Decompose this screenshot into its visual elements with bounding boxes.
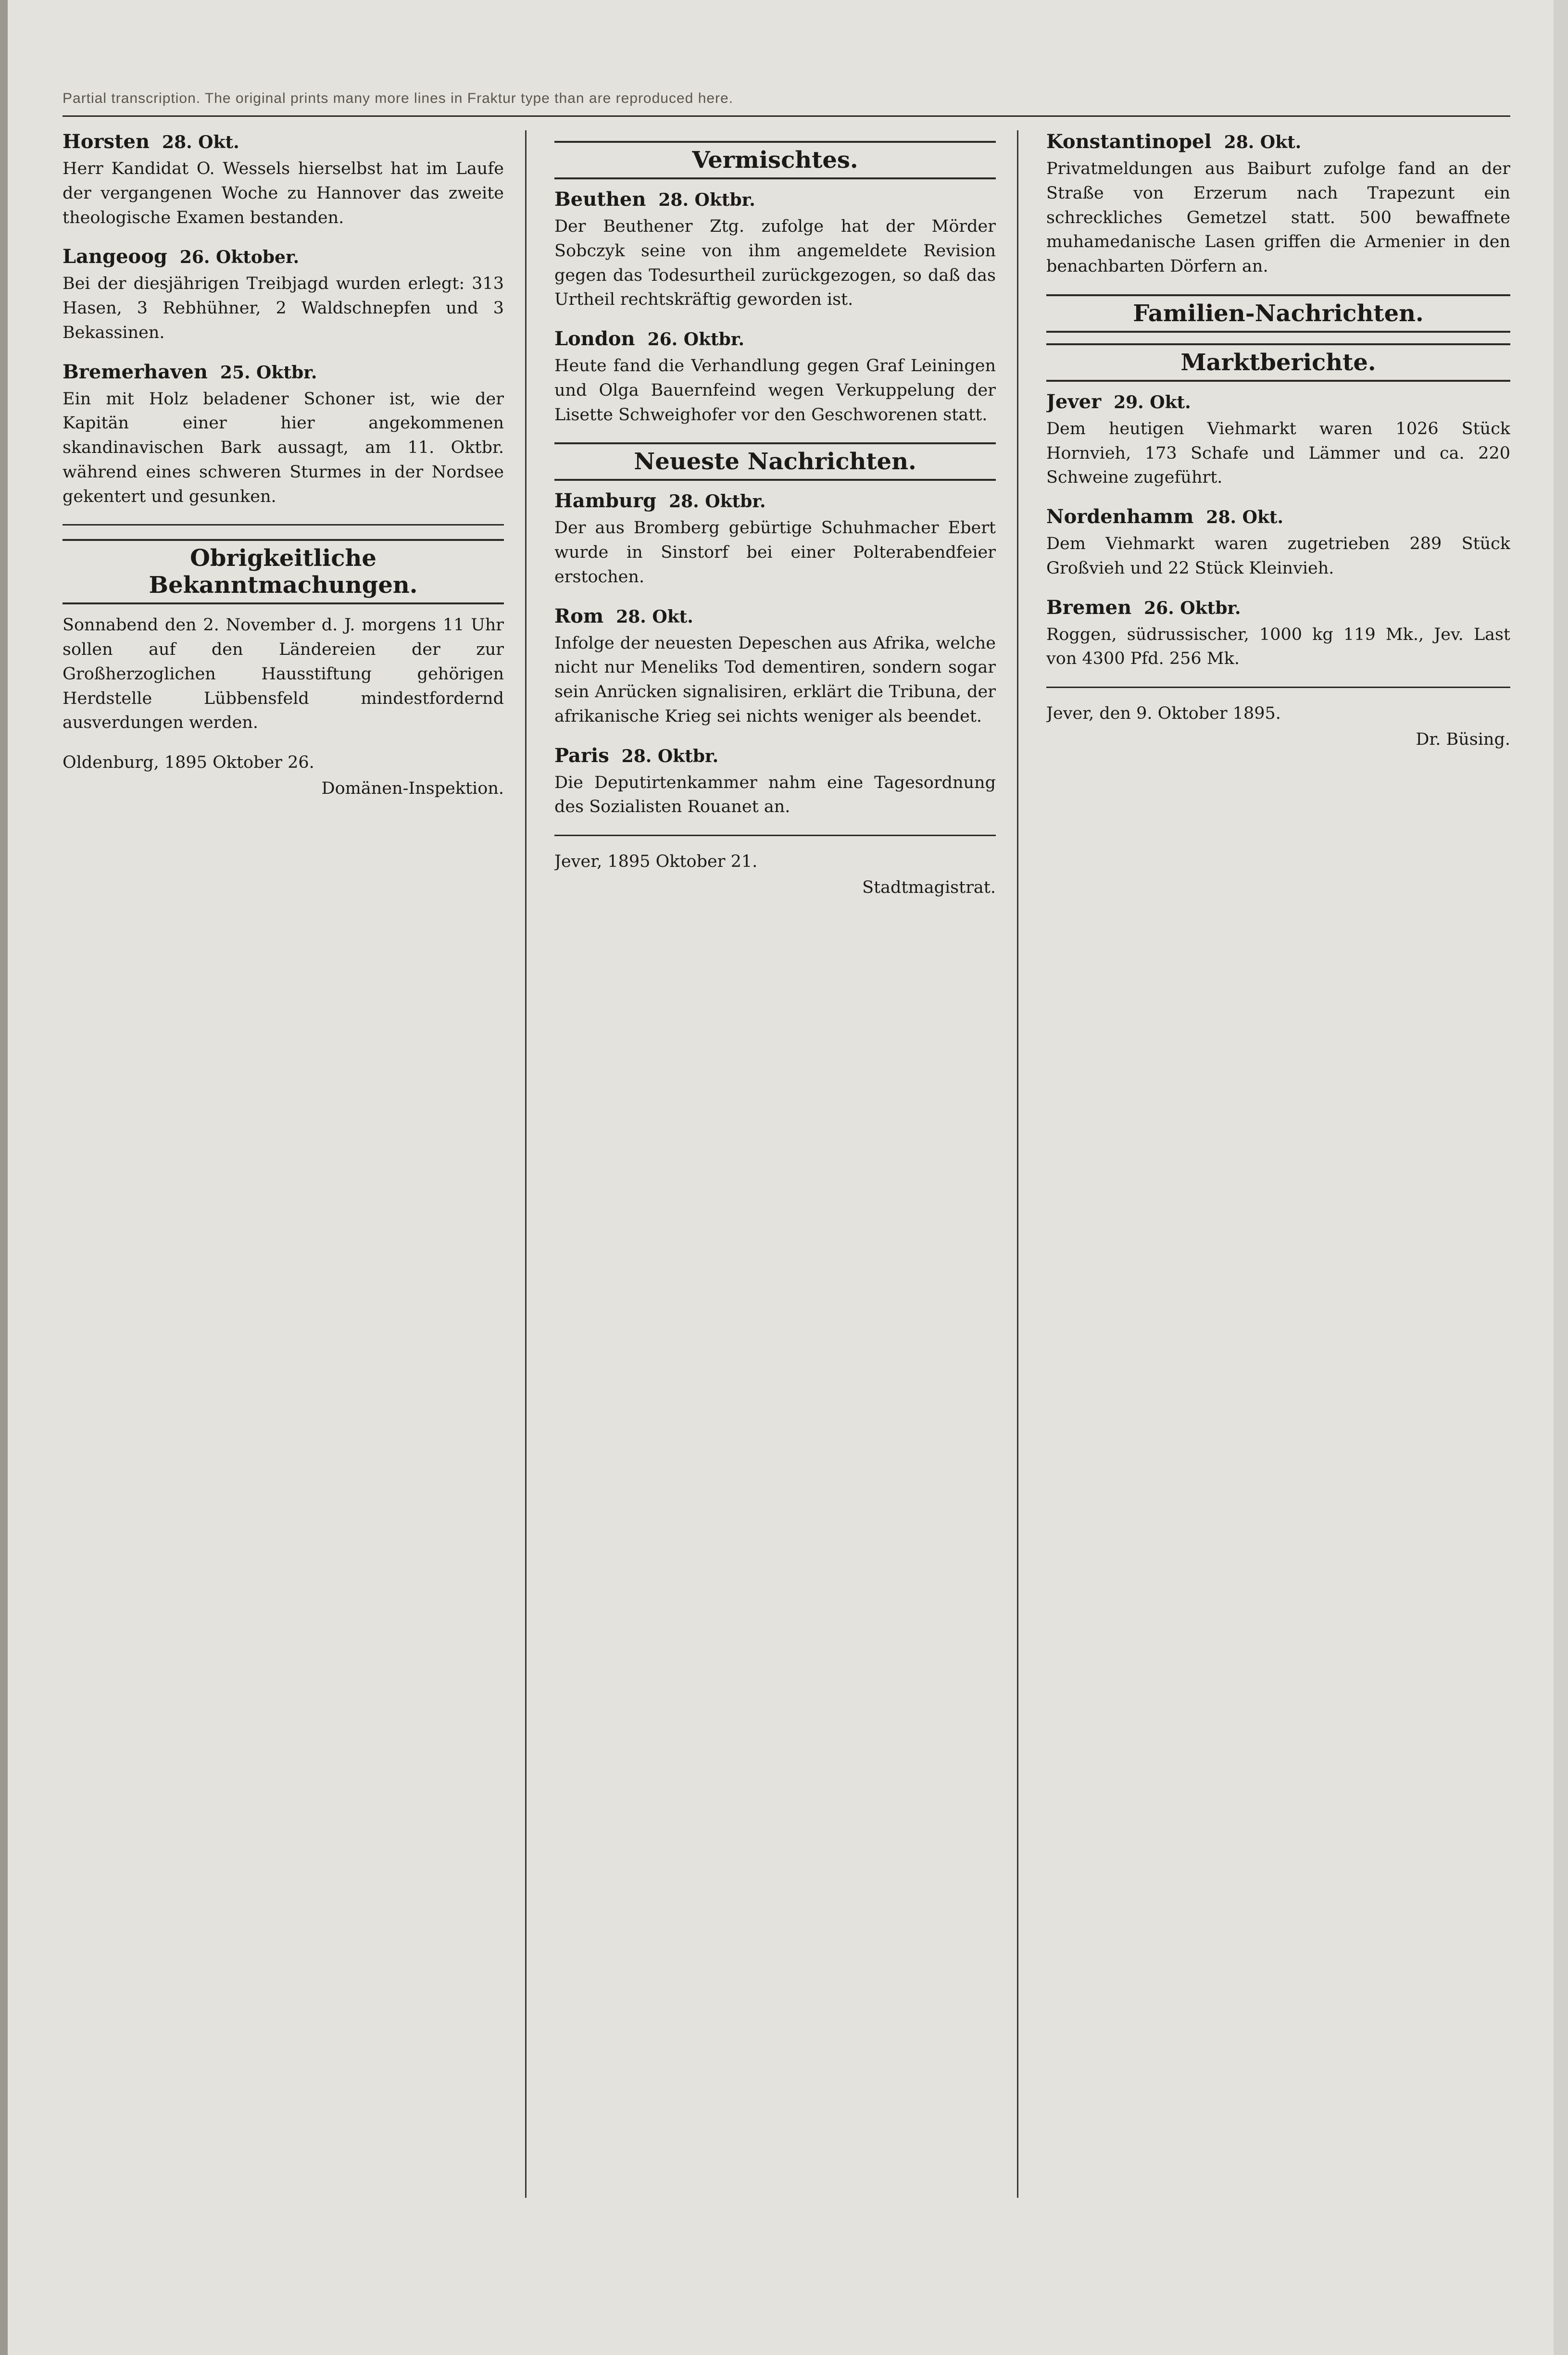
item-text: Heute fand die Verhandlung gegen Graf Leiningen und Olga Bauernfeind wegen Verkuppelung der Lisette Schweighofer vor den Geschworenen statt. bbox=[554, 356, 996, 425]
item-text: Herr Kandidat O. Wessels hierselbst hat im Laufe der vergangenen Woche zu Hannover das zweite theologische Examen bestanden. bbox=[63, 159, 504, 227]
item-place: London 26. Oktbr. bbox=[554, 327, 745, 350]
news-item bbox=[554, 188, 996, 312]
notice-item: Sonnabend den 2. November d. J. morgens 11 Uhr sollen auf den Ländereien der zur Großherzoglichen Hausstiftung gehörigen Herdstelle Lübbensfeld mindestfordernd ausverdungen werden. bbox=[63, 615, 504, 733]
column-three bbox=[1046, 130, 1510, 2198]
item-place: Beuthen 28. Oktbr. bbox=[554, 188, 755, 211]
news-item bbox=[63, 245, 504, 345]
item-text: Bei der diesjährigen Treibjagd wurden erlegt: 313 Hasen, 3 Rebhühner, 2 Waldschnepfen und 3 Bekassinen. bbox=[63, 274, 504, 342]
section-rule bbox=[554, 835, 996, 836]
notices-heading: Obrigkeitliche Bekanntmachungen. bbox=[63, 539, 504, 604]
notice-item: Jever, 1895 Oktober 21. Stadtmagistrat. bbox=[554, 852, 996, 897]
item-place: Rom 28. Okt. bbox=[554, 604, 693, 627]
notice-item: Jever, den 9. Oktober 1895. Dr. Büsing. bbox=[1046, 704, 1510, 749]
item-text: Privatmeldungen aus Baiburt zufolge fand an der Straße von Erzerum nach Trapezunt ein schreckliches Gemetzel statt. 500 bewaffnete muhamedanische Lasen griffen die Armenier in den benachbarten Dörfern an. bbox=[1046, 159, 1510, 276]
column-grid bbox=[63, 130, 1510, 2198]
item-place: Langeoog 26. Oktober. bbox=[63, 245, 300, 268]
section-rule bbox=[1046, 687, 1510, 688]
scan-right-edge bbox=[1554, 0, 1568, 2355]
news-item bbox=[63, 361, 504, 509]
item-text: Dem heutigen Viehmarkt waren 1026 Stück Hornvieh, 173 Schafe und Lämmer und ca. 220 Schweine zugeführt. bbox=[1046, 419, 1510, 488]
item-text: Der Beuthener Ztg. zufolge hat der Mörder Sobczyk seine von ihm angemeldete Revision gegen das Todesurtheil zurückgezogen, so daß das Urtheil rechtskräftig geworden ist. bbox=[554, 217, 996, 310]
page-header bbox=[63, 82, 1510, 117]
item-place: Jever 29. Okt. bbox=[1046, 390, 1191, 413]
section-heading: Familien-Nachrichten. bbox=[1046, 294, 1510, 333]
news-item bbox=[554, 327, 996, 427]
notice-item: Oldenburg, 1895 Oktober 26. Domänen-Inspektion. bbox=[63, 753, 504, 798]
news-item bbox=[63, 130, 504, 230]
scan-left-edge bbox=[0, 0, 8, 2355]
section-rule bbox=[63, 524, 504, 526]
news-item bbox=[1046, 505, 1510, 581]
column-two bbox=[554, 130, 1018, 2198]
item-place: Nordenhamm 28. Okt. bbox=[1046, 505, 1284, 528]
item-place: Paris 28. Oktbr. bbox=[554, 744, 719, 767]
column-one bbox=[63, 130, 527, 2198]
news-item bbox=[1046, 390, 1510, 490]
news-item bbox=[554, 489, 996, 589]
item-text: Die Deputirtenkammer nahm eine Tagesordnung des Sozialisten Rouanet an. bbox=[554, 773, 996, 817]
news-item bbox=[554, 744, 996, 820]
item-place: Bremerhaven 25. Oktbr. bbox=[63, 360, 317, 383]
section-heading: Neueste Nachrichten. bbox=[554, 442, 996, 481]
item-text: Infolge der neuesten Depeschen aus Afrika, welche nicht nur Meneliks Tod dementiren, sondern sogar sein Anrücken signalisiren, erklärt die Tribuna, der afrikanische Krieg sei nichts weniger als beendet. bbox=[554, 633, 996, 726]
item-text: Roggen, südrussischer, 1000 kg 119 Mk., Jev. Last von 4300 Pfd. 256 Mk. bbox=[1046, 625, 1510, 669]
partial-transcription-note: Partial transcription. The original prints many more lines in Fraktur type than are reproduced here. bbox=[63, 90, 734, 106]
item-place: Bremen 26. Oktbr. bbox=[1046, 596, 1241, 619]
item-text: Dem Viehmarkt waren zugetrieben 289 Stück Großvieh und 22 Stück Kleinvieh. bbox=[1046, 534, 1510, 578]
item-place: Konstantinopel 28. Okt. bbox=[1046, 130, 1302, 153]
notice-signature: Stadtmagistrat. bbox=[862, 877, 996, 897]
news-item bbox=[1046, 130, 1510, 279]
notice-signature: Domänen-Inspektion. bbox=[321, 778, 504, 798]
item-place: Horsten 28. Okt. bbox=[63, 130, 239, 153]
section-heading: Marktberichte. bbox=[1046, 343, 1510, 382]
news-item bbox=[554, 605, 996, 729]
item-place: Hamburg 28. Oktbr. bbox=[554, 489, 766, 513]
news-item bbox=[1046, 596, 1510, 672]
item-text: Ein mit Holz beladener Schoner ist, wie der Kapitän einer hier angekommenen skandinavischen Bark aussagt, am 11. Oktbr. während eines schweren Sturmes in der Nordsee gekentert und gesunken. bbox=[63, 389, 504, 506]
section-heading: Vermischtes. bbox=[554, 141, 996, 179]
item-text: Der aus Bromberg gebürtige Schuhmacher Ebert wurde in Sinstorf bei einer Polterabendfeier erstochen. bbox=[554, 518, 996, 587]
notice-signature: Dr. Büsing. bbox=[1416, 729, 1510, 749]
